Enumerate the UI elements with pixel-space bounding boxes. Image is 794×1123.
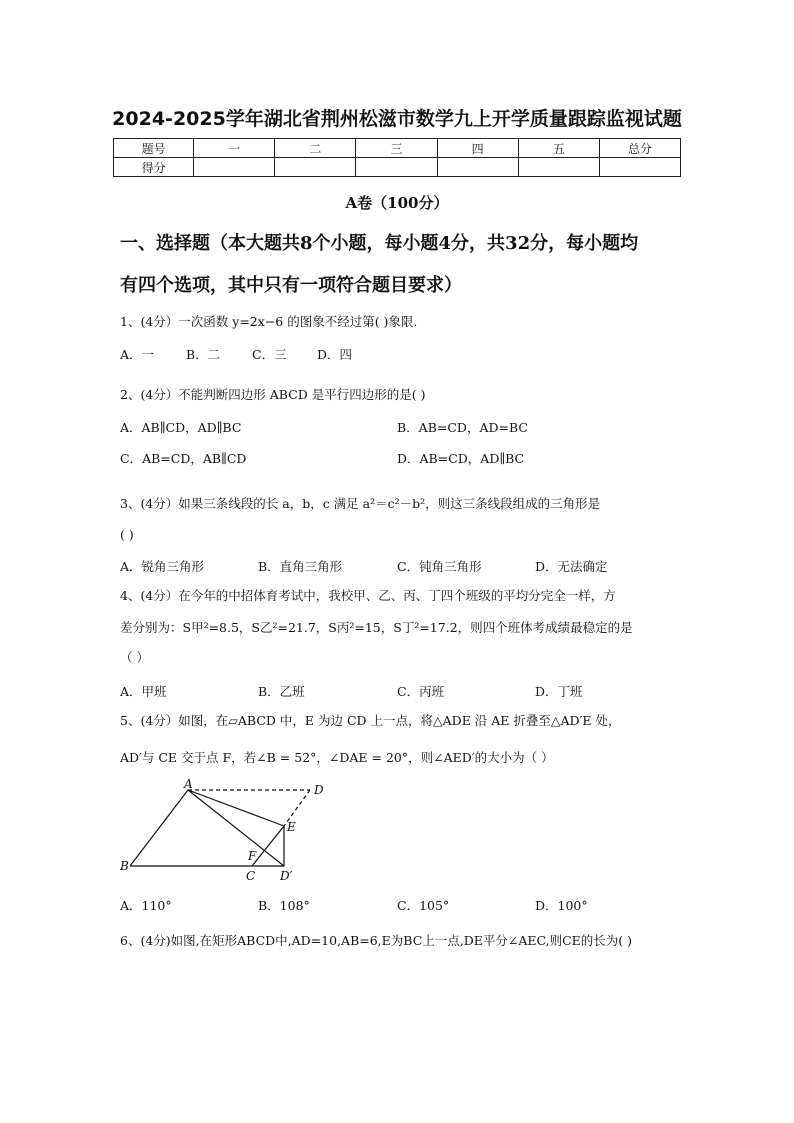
label-e: E: [287, 820, 296, 834]
label-a: A: [184, 777, 193, 791]
label-f: F: [248, 849, 257, 863]
section-heading-line2: 有四个选项，其中只有一项符合题目要求）: [120, 275, 462, 296]
score-row-label: 得分: [114, 158, 194, 177]
question-2-option-c[interactable]: C．AB=CD，AB∥CD: [120, 451, 247, 466]
segment-ae: [188, 790, 284, 826]
score-cell[interactable]: [194, 158, 275, 177]
score-header-cell: 总分: [599, 139, 680, 158]
question-2-option-a[interactable]: A．AB∥CD，AD∥BC: [120, 420, 242, 435]
score-header-cell: 三: [356, 139, 437, 158]
question-3-option-d[interactable]: D．无法确定: [535, 559, 608, 574]
volume-heading: A卷（100分）: [345, 194, 449, 212]
score-header-cell: 题号: [114, 139, 194, 158]
score-header-cell: 五: [518, 139, 599, 158]
score-header-cell: 二: [275, 139, 356, 158]
question-1-option-b[interactable]: B．二: [186, 347, 221, 362]
question-3-stem-line2: ( ): [120, 527, 134, 542]
question-5-option-b[interactable]: B．108°: [258, 898, 310, 913]
score-cell[interactable]: [275, 158, 356, 177]
label-d-prime: D′: [280, 869, 293, 883]
score-cell[interactable]: [437, 158, 518, 177]
score-cell[interactable]: [356, 158, 437, 177]
question-3-option-c[interactable]: C．钝角三角形: [397, 559, 482, 574]
question-1-option-d[interactable]: D．四: [317, 347, 353, 362]
question-1-option-c[interactable]: C．三: [252, 347, 287, 362]
score-header-cell: 四: [437, 139, 518, 158]
question-4-stem-line3: （ ）: [120, 650, 149, 665]
question-2-option-b[interactable]: B．AB=CD，AD=BC: [397, 420, 528, 435]
segment-ab: [130, 790, 188, 866]
question-1-option-a[interactable]: A．一: [120, 347, 155, 362]
question-2-option-d[interactable]: D．AB=CD，AD∥BC: [397, 451, 525, 466]
label-d: D: [314, 783, 324, 797]
segment-ec: [252, 826, 284, 866]
question-4-stem-line1: 4、(4分）在今年的中招体育考试中，我校甲、乙、丙、丁四个班级的平均分完全一样，方: [120, 588, 616, 603]
score-header-cell: 一: [194, 139, 275, 158]
question-4-option-a[interactable]: A．甲班: [120, 684, 167, 699]
question-5-option-a[interactable]: A．110°: [120, 898, 172, 913]
question-1-stem: 1、(4分）一次函数 y=2x−6 的图象不经过第( )象限.: [120, 314, 418, 329]
score-table-score-row: [114, 158, 681, 177]
question-6-stem: 6、(4分)如图,在矩形ABCD中,AD=10,AB=6,E为BC上一点,DE平分∠AEC,则CE的长为( ): [120, 933, 633, 948]
question-5-option-c[interactable]: C．105°: [397, 898, 450, 913]
question-3-option-b[interactable]: B．直角三角形: [258, 559, 343, 574]
question-3-option-a[interactable]: A．锐角三角形: [120, 559, 205, 574]
page-title: 2024-2025学年湖北省荆州松滋市数学九上开学质量跟踪监视试题: [112, 108, 682, 130]
segment-ad-prime: [188, 790, 284, 866]
question-4-option-d[interactable]: D．丁班: [535, 684, 583, 699]
score-table: [113, 138, 681, 177]
question-3-stem-line1: 3、(4分）如果三条线段的长 a，b，c 满足 a²＝c²－b²，则这三条线段组成的三角形是: [120, 496, 601, 511]
score-cell[interactable]: [599, 158, 680, 177]
label-c: C: [246, 869, 256, 883]
section-heading-line1: 一、选择题（本大题共8个小题，每小题4分，共32分，每小题均: [120, 233, 639, 254]
label-b: B: [120, 859, 129, 873]
score-cell[interactable]: [518, 158, 599, 177]
question-2-stem: 2、(4分）不能判断四边形 ABCD 是平行四边形的是( ): [120, 387, 426, 402]
question-5-option-d[interactable]: D．100°: [535, 898, 588, 913]
question-5-stem-line1: 5、(4分）如图，在▱ABCD 中，E 为边 CD 上一点，将△ADE 沿 AE 折叠至△AD′E 处，: [120, 713, 621, 728]
question-5-stem-line2: AD′与 CE 交于点 F，若∠B = 52°，∠DAE = 20°，则∠AED′的大小为（ ）: [120, 750, 554, 765]
question-4-stem-line2: 差分别为：S甲²=8.5，S乙²=21.7，S丙²=15，S丁²=17.2，则四个班体考成绩最稳定的是: [120, 620, 633, 635]
question-4-option-b[interactable]: B．乙班: [258, 684, 305, 699]
question-4-option-c[interactable]: C．丙班: [397, 684, 445, 699]
parallelogram-figure: [118, 776, 338, 886]
score-table-header-row: [114, 139, 681, 158]
